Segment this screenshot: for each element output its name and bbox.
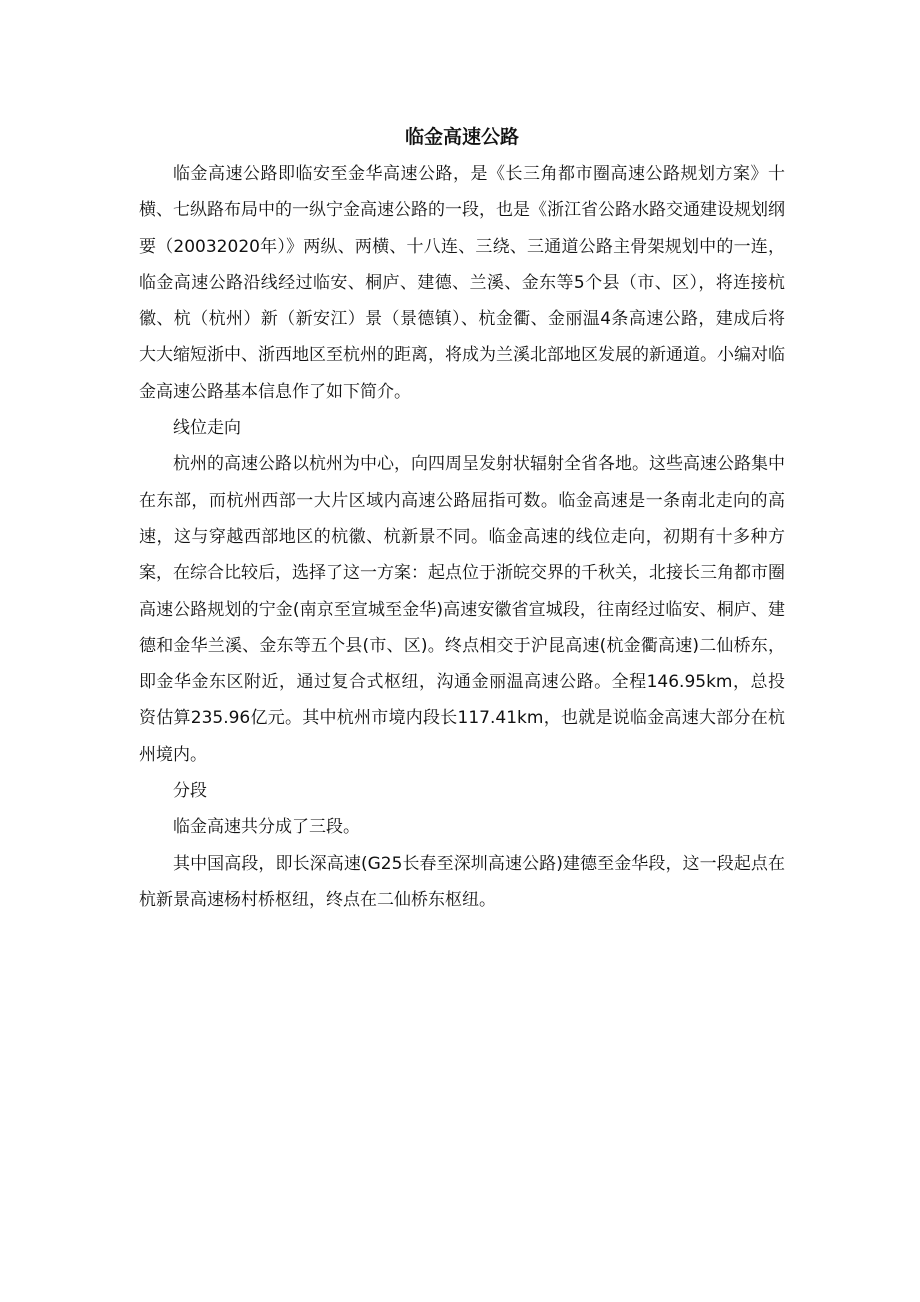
- section-heading-segments: 分段: [173, 781, 207, 802]
- segments-intro-paragraph: 临金高速共分成了三段。: [173, 817, 360, 838]
- intro-paragraph: 临金高速公路即临安至金华高速公路，是《长三角都市圈高速公路规划方案》十横、七纵路布局中的一纵宁金高速公路的一段，也是《浙江省公路水路交通建设规划纲要（20032020年）》两纵、两横、十八连、三绕、三通道公路主骨架规划中的一连，临金高速公路沿线经过临安、桐庐、建德、兰溪、金东等5个县（市、区），将连接杭徽、杭（杭州）新（新安江）景（景德镇）、杭金衢、金丽温4条高速公路，建成后将大大缩短浙中、浙西地区至杭州的距离，将成为兰溪北部地区发展的新通道。小编对临金高速公路基本信息作了如下简介。: [139, 164, 785, 402]
- segment-one-paragraph: 其中国高段，即长深高速(G25长春至深圳高速公路)建德至金华段，这一段起点在杭新景高速杨村桥枢纽，终点在二仙桥东枢纽。: [139, 853, 785, 910]
- section-heading-route: 线位走向: [173, 418, 241, 439]
- document-body: [139, 119, 785, 918]
- document-title: 临金高速公路: [404, 126, 519, 148]
- route-paragraph: 杭州的高速公路以杭州为中心，向四周呈发射状辐射全省各地。这些高速公路集中在东部，而杭州西部一大片区域内高速公路屈指可数。临金高速是一条南北走向的高速，这与穿越西部地区的杭徽、杭新景不同。临金高速的线位走向，初期有十多种方案，在综合比较后，选择了这一方案：起点位于浙皖交界的千秋关，北接长三角都市圈高速公路规划的宁金(南京至宣城至金华)高速安徽省宣城段，往南经过临安、桐庐、建德和金华兰溪、金东等五个县(市、区)。终点相交于沪昆高速(杭金衢高速)二仙桥东，即金华金东区附近，通过复合式枢纽，沟通金丽温高速公路。全程146.95km，总投资估算235.96亿元。其中杭州市境内段长117.41km，也就是说临金高速大部分在杭州境内。: [139, 454, 785, 765]
